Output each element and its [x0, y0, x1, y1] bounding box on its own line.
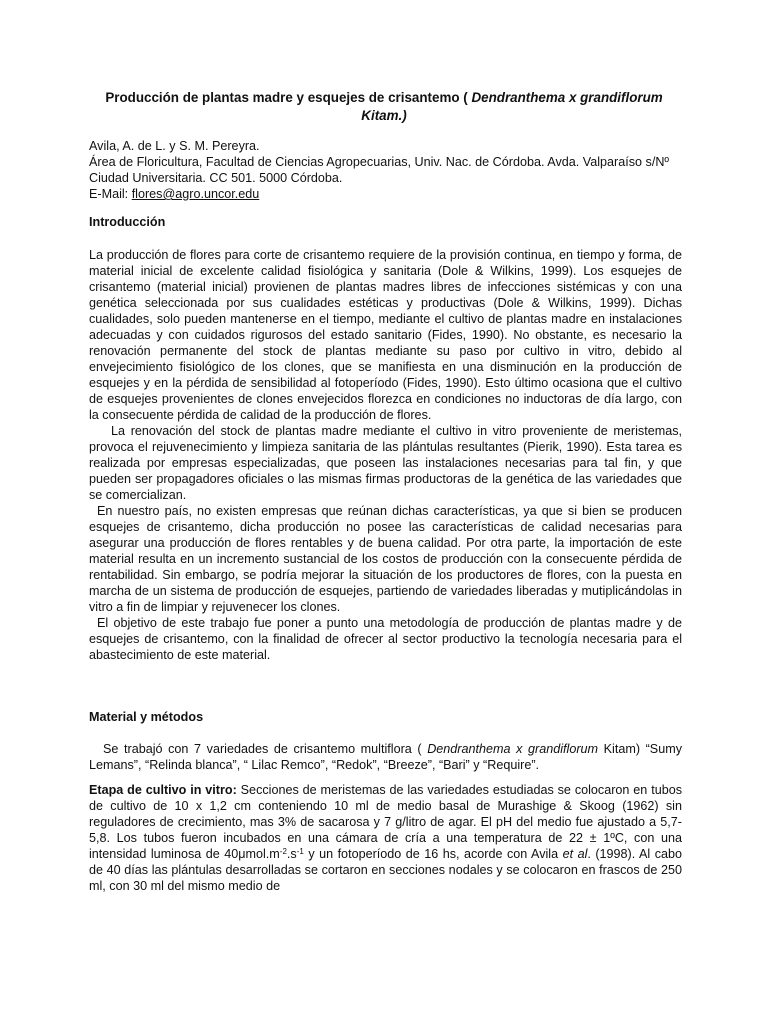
intro-paragraph-3: En nuestro país, no existen empresas que reúnan dichas características, ya que si bien se producen esquejes de crisantemo, dicha producción no posee las características de calidad necesarias para asegurar una producción de flores rentables y de buena calidad. Por otra parte, la importación de este material resulta en un incremento sustancial de los costos de producción con la consecuente pérdida de rentabilidad. Sin embargo, se podría mejorar la situación de los productores de flores, con la puesta en marcha de un sistema de producción de esquejes, partiendo de variedades liberadas y mutiplicándolas in vitro a fin de limpiar y rejuvenecer los clones. [89, 504, 682, 614]
section-heading-metodos: Material y métodos [89, 710, 204, 724]
email-link[interactable]: flores@agro.uncor.edu [131, 187, 260, 201]
metodos-p1-b: Kitam) “Sumy Lemans”, “Relinda blanca”, “ Lilac Remco”, “Redok”, “Breeze”, “Bari” y “Require”. [89, 742, 683, 772]
email-label: E-Mail: [89, 187, 132, 201]
title-text: Producción de plantas madre y esquejes de crisantemo ( [105, 90, 468, 105]
paper-title [95, 89, 673, 125]
metodos-p1-a: Se trabajó con 7 variedades de crisantemo multiflora ( [103, 742, 422, 756]
unit-sup-1: -2 [279, 847, 287, 856]
metodos-p2 [89, 782, 682, 894]
metodos-p1-species: Dendranthema x grandiflorum [427, 742, 599, 756]
metodos-p2-b: y un fotoperíodo de 16 hs, acorde con Avila [303, 847, 563, 861]
runin-heading: Etapa de cultivo in vitro: [89, 783, 237, 797]
unit-sup-2: -1 [296, 847, 304, 856]
intro-paragraph-4: El objetivo de este trabajo fue poner a punto una metodología de producción de plantas madre y de esquejes de crisantemo, con la finalidad de ofrecer al sector productivo la tecnología necesaria para el abastecimiento de este material. [89, 616, 682, 662]
metodos-paragraph-1 [89, 741, 682, 773]
metodos-p2-mid: .s [286, 847, 297, 861]
section-heading-introduccion: Introducción [89, 215, 166, 229]
metodos-p1 [89, 741, 682, 773]
intro-paragraph-2: La renovación del stock de plantas madre mediante el cultivo in vitro proveniente de meristemas, provoca el rejuvenecimiento y limpieza sanitaria de las plántulas resultantes (Pierik, 1990). Esta tarea es realizada por empresas especializadas, que poseen las instalaciones necesarias para tal fin, y que pueden ser propagadores oficiales o las mismas firmas productoras de la genética de las variedades que se comercializan. [89, 424, 682, 502]
intro-paragraph-1: La producción de flores para corte de crisantemo requiere de la provisión continua, en tiempo y forma, de material inicial de excelente calidad fisiológica y sanitaria (Dole & Wilkins, 1999). Los esquejes de crisantemo (material inicial) provienen de plantas madres libres de infecciones sistémicas y con una genética seleccionada por sus cualidades estéticas y productivas (Dole & Wilkins, 1999). Dichas cualidades, solo pueden mantenerse en el tiempo, mediante el cultivo de plantas madre en instalaciones adecuadas y con cuidados rigurosos del estado sanitario (Fides, 1990). No obstante, es necesario la renovación permanente del stock de plantas mediante su paso por cultivo in vitro, debido al envejecimiento fisiológico de los clones, que se manifiesta en una disminución en la producción de esquejes y en la pérdida de sensibilidad al fotoperíodo (Fides, 1990). Esto último ocasiona que el cultivo de esquejes provenientes de clones envejecidos florezca en condiciones no inductoras de día largo, con la consecuente pérdida de calidad de la producción de flores. [89, 248, 682, 422]
author-affiliation: Área de Floricultura, Facultad de Ciencias Agropecuarias, Univ. Nac. de Córdoba. Avda. Valparaíso s/Nº Ciudad Universitaria. CC 501. 5000 Córdoba. [89, 155, 670, 185]
author-block [89, 138, 682, 202]
metodos-p2-a: Secciones de meristemas de las variedades estudiadas se colocaron en tubos de cultivo de 10 x 1,2 cm conteniendo 10 ml de medio basal de Murashige & Skoog (1962) sin reguladores de crecimiento, mas 3% de sacarosa y 7 g/litro de agar. El pH del medio fue ajustado a 5,7- 5,8. Los tubos fueron incubados en una cámara de cría a una temperatura de 22 ± 1ºC, con una intensidad luminosa de 40μmol.m [89, 783, 682, 861]
metodos-paragraph-2 [89, 782, 682, 894]
author-email-line [89, 186, 682, 202]
introduccion-body [89, 247, 682, 663]
et-al: et al [562, 847, 588, 861]
metodos-p2-c: . (1998). Al cabo de 40 días las plántulas desarrolladas se cortaron en secciones nodales y se colocaron en frascos de 250 ml, con 30 ml del mismo medio de [89, 847, 683, 893]
author-names: Avila, A. de L. y S. M. Pereyra. [89, 139, 260, 153]
title-species: Dendranthema x grandiflorum Kitam.) [361, 90, 663, 123]
